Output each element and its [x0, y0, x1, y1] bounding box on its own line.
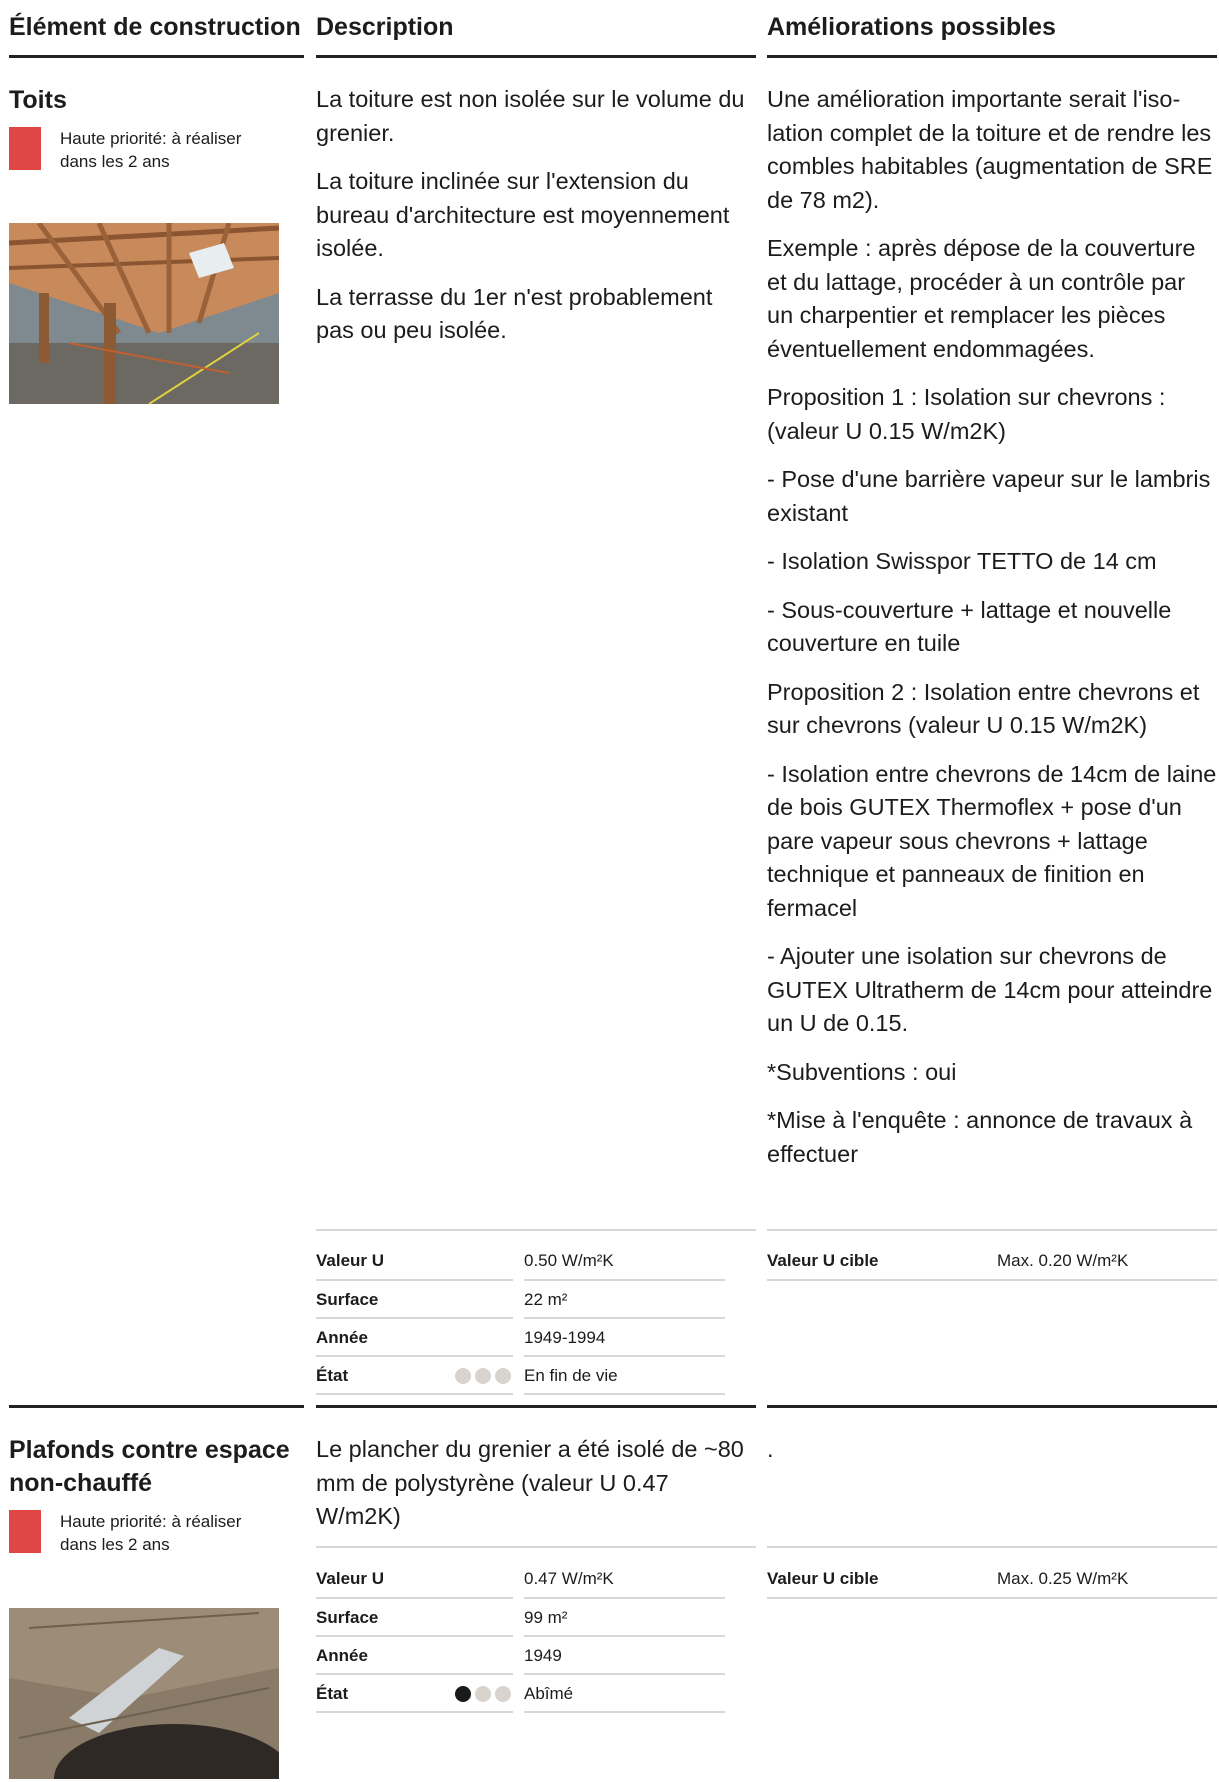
- row-divider: [316, 1673, 513, 1675]
- priority-label: Haute priorité: à réaliser dans les 2 ans: [60, 129, 242, 171]
- row-divider: [524, 1317, 725, 1319]
- section-title-roofs: Toits: [9, 86, 67, 114]
- state-dot: [475, 1368, 491, 1384]
- header-divider-3: [767, 55, 1217, 58]
- roofs-improvements: [767, 83, 1217, 1186]
- surface-label: Surface: [316, 1608, 379, 1627]
- improvement-paragraph: Exemple : après dépose de la couverture et du lattage, procéder à un contrôle par un charpentier et remplacer les pièces éventuellement endommagées.: [767, 235, 1196, 362]
- row-divider: [524, 1393, 725, 1395]
- u-value: 0.50 W/m²K: [524, 1251, 614, 1270]
- row-divider: [767, 1279, 1217, 1281]
- state-value: Abîmé: [524, 1684, 574, 1703]
- header-element: Élément de construction: [9, 13, 301, 41]
- row-divider: [316, 1393, 513, 1395]
- improvement-paragraph: - Ajouter une isolation sur chevrons de GUTEX Ultratherm de 14cm pour atteindre un U de 0.15.: [767, 943, 1213, 1036]
- state-dot: [455, 1368, 471, 1384]
- row-divider: [316, 1635, 513, 1637]
- year-value: 1949: [524, 1646, 562, 1665]
- improvement-paragraph: *Subventions : oui: [767, 1058, 957, 1085]
- u-value-label: Valeur U: [316, 1251, 385, 1270]
- state-dot: [495, 1686, 511, 1702]
- section-divider-2: [316, 1405, 756, 1408]
- state-value: En fin de vie: [524, 1366, 618, 1385]
- row-divider: [316, 1355, 513, 1357]
- priority-marker: [9, 127, 41, 170]
- u-value-label: Valeur U: [316, 1569, 385, 1588]
- props-divider: [316, 1229, 756, 1231]
- description-paragraph: Le plancher du grenier a été isolé de ~80 mm de polystyrène (valeur U 0.47 W/m2K): [316, 1436, 744, 1529]
- header-description: Description: [316, 13, 454, 41]
- description-paragraph: La terrasse du 1er n'est probablement pas ou peu isolée.: [316, 283, 713, 343]
- state-dot: [455, 1686, 471, 1702]
- year-label: Année: [316, 1646, 368, 1665]
- row-divider: [316, 1279, 513, 1281]
- year-value: 1949-1994: [524, 1328, 606, 1347]
- improvement-paragraph: - Isolation entre chevrons de 14cm de laine de bois GUTEX Thermoflex + pose d'un pare vapeur sous chevrons + lattage technique et panneaux de finition en fermacel: [767, 760, 1217, 921]
- priority-marker: [9, 1510, 41, 1553]
- target-u-label: Valeur U cible: [767, 1251, 879, 1270]
- u-value: 0.47 W/m²K: [524, 1569, 614, 1588]
- section-title-ceilings: Plafonds contre espace non-chauffé: [9, 1436, 290, 1497]
- row-divider: [316, 1711, 513, 1713]
- row-divider: [316, 1317, 513, 1319]
- improvement-paragraph: Proposition 2 : Isolation entre chevrons et sur chevrons (valeur U 0.15 W/m2K): [767, 678, 1200, 738]
- target-u-value: Max. 0.20 W/m²K: [997, 1251, 1129, 1270]
- description-paragraph: La toiture inclinée sur l'extension du bureau d'architecture est moyennement isolée.: [316, 168, 730, 261]
- ceilings-description: [316, 1433, 756, 1549]
- props-divider: [316, 1546, 756, 1548]
- state-indicator: [455, 1368, 511, 1384]
- improvement-paragraph: - Sous-couverture + lattage et nouvelle couverture en tuile: [767, 596, 1172, 656]
- surface-value: 22 m²: [524, 1290, 568, 1309]
- description-paragraph: La toiture est non isolée sur le volume du grenier.: [316, 86, 745, 146]
- row-divider: [767, 1597, 1217, 1599]
- state-label: État: [316, 1684, 349, 1703]
- improvement-paragraph: .: [767, 1436, 774, 1462]
- target-divider: [767, 1546, 1217, 1548]
- header-improvements: Améliorations possibles: [767, 13, 1056, 41]
- target-u-value: Max. 0.25 W/m²K: [997, 1569, 1129, 1588]
- row-divider: [524, 1597, 725, 1599]
- roof-attic-photo: [9, 223, 279, 404]
- state-indicator: [455, 1686, 511, 1702]
- row-divider: [316, 1597, 513, 1599]
- target-divider: [767, 1229, 1217, 1231]
- row-divider: [524, 1673, 725, 1675]
- row-divider: [524, 1279, 725, 1281]
- improvement-paragraph: Une amélioration importante serait l'isolation complet de la toiture et de rendre les combles habitables (augmentation de SRE de 78 m2).: [767, 86, 1213, 213]
- header-divider-2: [316, 55, 756, 58]
- row-divider: [524, 1711, 725, 1713]
- year-label: Année: [316, 1328, 368, 1347]
- ceilings-improvements: [767, 1433, 1217, 1482]
- surface-label: Surface: [316, 1290, 379, 1309]
- surface-value: 99 m²: [524, 1608, 568, 1627]
- state-label: État: [316, 1366, 349, 1385]
- attic-floor-photo: [9, 1608, 279, 1779]
- row-divider: [524, 1355, 725, 1357]
- roofs-description: [316, 83, 756, 363]
- row-divider: [524, 1635, 725, 1637]
- header-divider-1: [9, 55, 304, 58]
- state-dot: [495, 1368, 511, 1384]
- priority-label: Haute priorité: à réaliser dans les 2 ans: [60, 1512, 242, 1554]
- improvement-paragraph: Proposition 1 : Isolation sur chevrons : (valeur U 0.15 W/m2K): [767, 384, 1166, 444]
- section-divider-1: [9, 1405, 304, 1408]
- state-dot: [475, 1686, 491, 1702]
- improvement-paragraph: *Mise à l'enquête : annonce de travaux à effectuer: [767, 1107, 1193, 1167]
- section-divider-3: [767, 1405, 1217, 1408]
- improvement-paragraph: - Pose d'une barrière vapeur sur le lambris existant: [767, 466, 1211, 526]
- improvement-paragraph: - Isolation Swisspor TETTO de 14 cm: [767, 548, 1157, 574]
- target-u-label: Valeur U cible: [767, 1569, 879, 1588]
